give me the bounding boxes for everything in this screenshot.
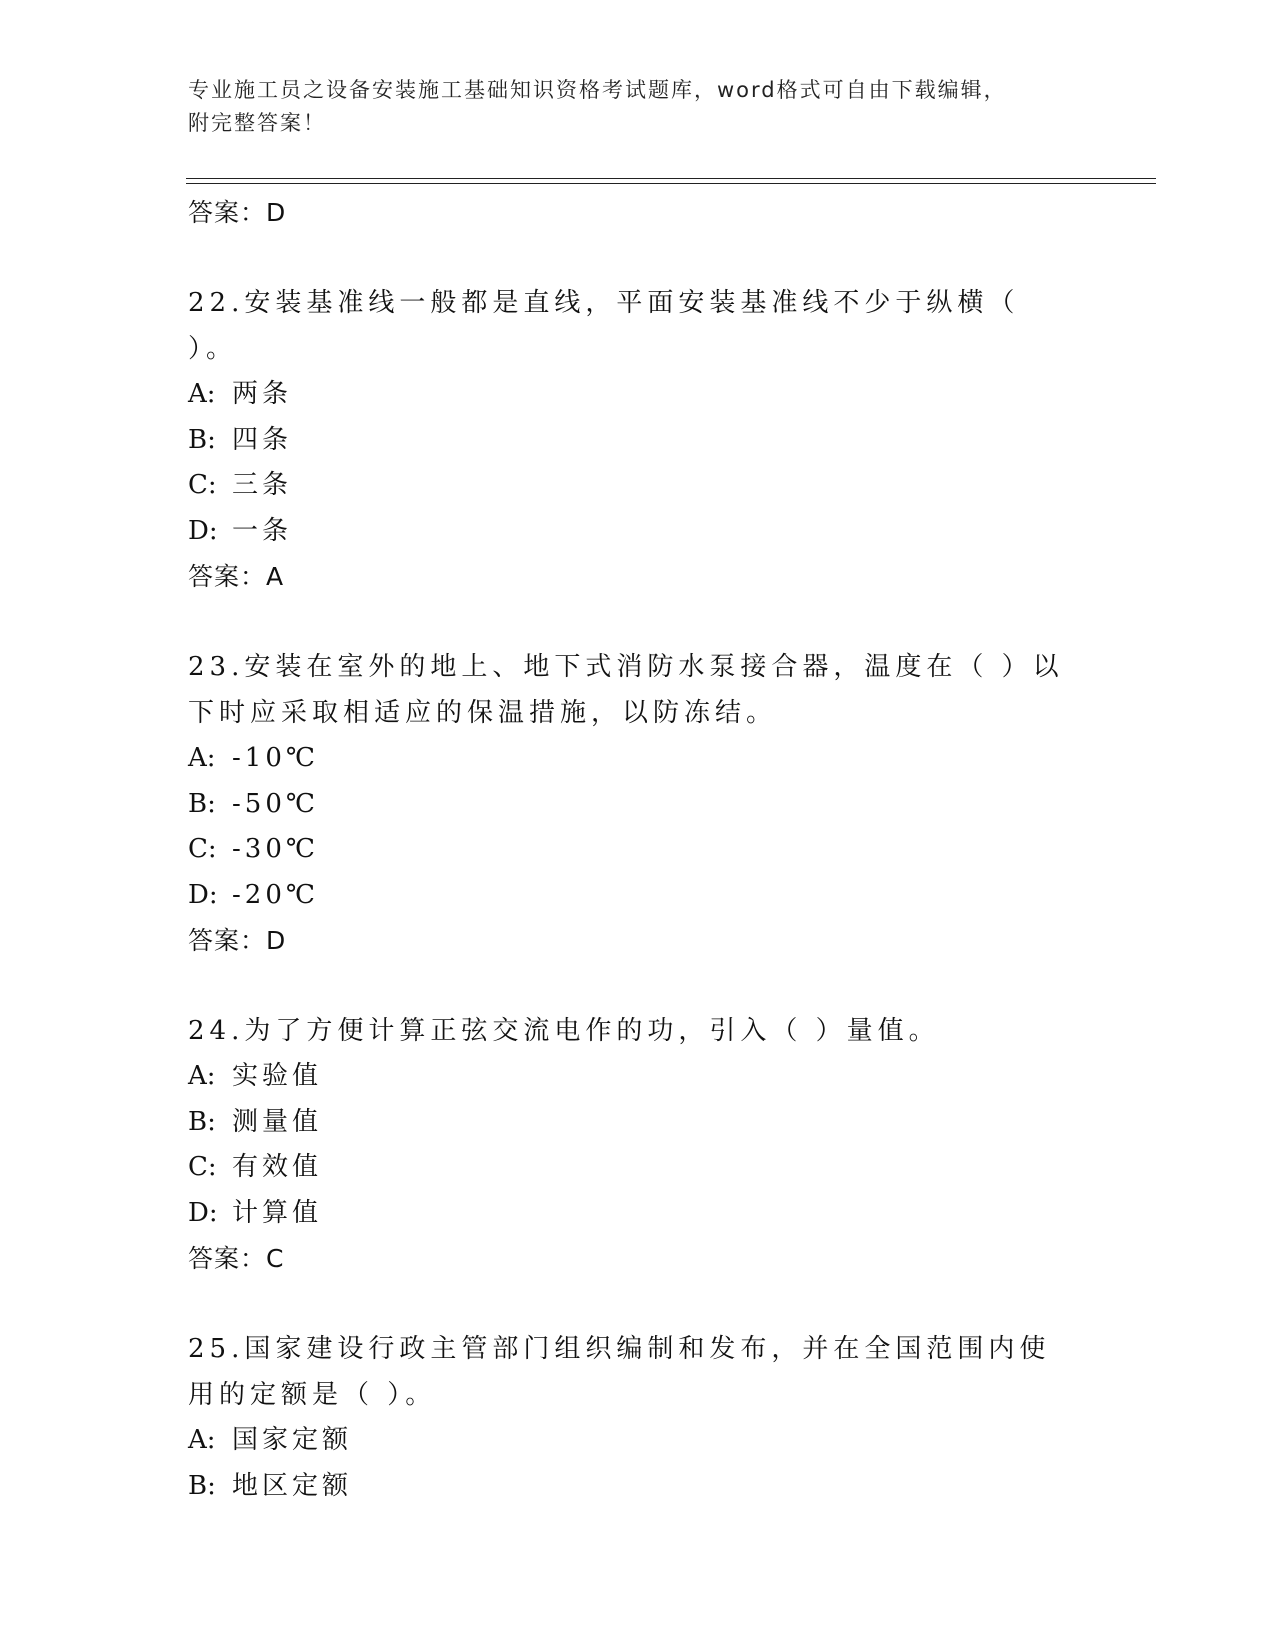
option-value: 计算值 <box>232 1197 323 1228</box>
question-text: 22.安装基准线一般都是直线，平面安装基准线不少于纵横（ ）。 <box>188 288 1020 364</box>
option-value: -20℃ <box>232 879 319 910</box>
option-value: 四条 <box>232 424 293 455</box>
option-value: -10℃ <box>232 743 319 773</box>
option-key: B: <box>188 788 216 819</box>
option-key: A: <box>188 743 216 773</box>
option-value: 两条 <box>232 379 293 409</box>
option-key: D: <box>188 879 218 910</box>
option-b <box>188 1464 1088 1510</box>
option-d <box>188 873 1088 919</box>
option-key: C: <box>188 834 217 864</box>
option-value: -30℃ <box>232 834 319 864</box>
header-line-2: 附完整答案！ <box>188 111 326 135</box>
option-key: A: <box>188 1425 216 1455</box>
option-c <box>188 463 1088 509</box>
option-a <box>188 372 1088 418</box>
document-header <box>188 74 1068 140</box>
option-key: B: <box>188 424 216 455</box>
option-a <box>188 736 1088 782</box>
option-c <box>188 827 1088 873</box>
option-key: A: <box>188 379 216 409</box>
answer-line: 答案：D <box>188 198 287 227</box>
option-d <box>188 509 1088 555</box>
option-key: A: <box>188 1061 216 1091</box>
option-key: B: <box>188 1470 216 1501</box>
header-divider <box>186 178 1156 184</box>
option-value: 有效值 <box>232 1152 323 1182</box>
option-value: 一条 <box>232 515 293 546</box>
option-a <box>188 1418 1088 1464</box>
option-value: 地区定额 <box>232 1470 353 1501</box>
option-b <box>188 782 1088 828</box>
answer-line: 答案：D <box>188 926 287 955</box>
answer-line: 答案：C <box>188 1244 285 1273</box>
question-list <box>188 190 1088 1509</box>
question-text: 25.国家建设行政主管部门组织编制和发布，并在全国范围内使用的定额是（ ）。 <box>188 1334 1051 1410</box>
header-line-1: 专业施工员之设备安装施工基础知识资格考试题库，word格式可自由下载编辑， <box>188 78 1007 102</box>
option-d <box>188 1191 1088 1237</box>
option-value: 测量值 <box>232 1106 323 1137</box>
option-key: D: <box>188 515 218 546</box>
question-text: 23.安装在室外的地上、地下式消防水泵接合器，温度在（ ）以下时应采取相适应的保温措施，以防冻结。 <box>188 652 1064 728</box>
answer-line: 答案：A <box>188 562 285 591</box>
option-a <box>188 1054 1088 1100</box>
option-key: B: <box>188 1106 216 1137</box>
option-value: 三条 <box>232 470 293 500</box>
option-value: 实验值 <box>232 1061 323 1091</box>
option-b <box>188 418 1088 464</box>
option-key: C: <box>188 470 217 500</box>
option-key: D: <box>188 1197 218 1228</box>
option-b <box>188 1100 1088 1146</box>
option-value: 国家定额 <box>232 1425 353 1455</box>
option-value: -50℃ <box>232 788 319 819</box>
question-text: 24.为了方便计算正弦交流电作的功，引入（ ）量值。 <box>188 1016 940 1046</box>
option-key: C: <box>188 1152 217 1182</box>
option-c <box>188 1145 1088 1191</box>
